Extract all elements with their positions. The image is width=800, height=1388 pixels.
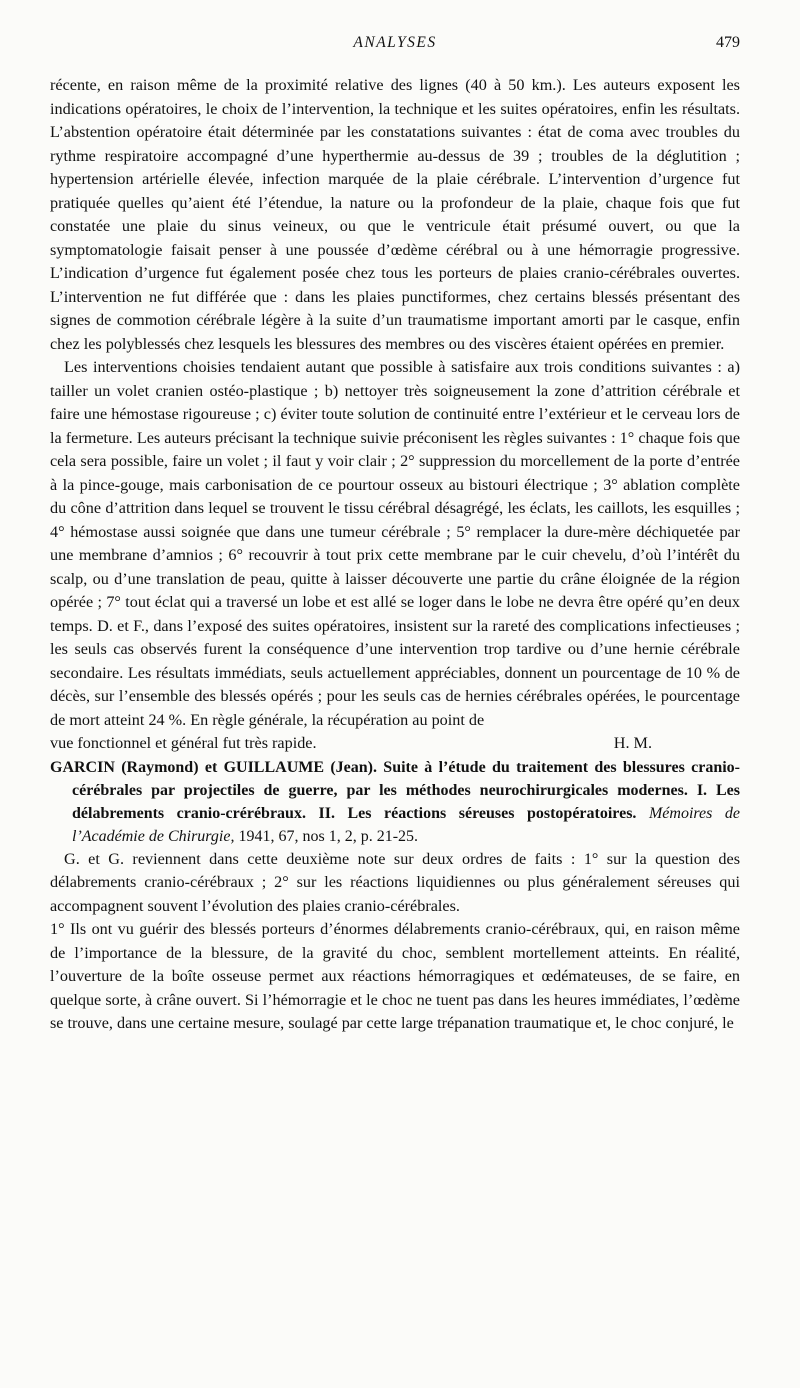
article2-authors: GARCIN (Raymond) et GUILLAUME (Jean). bbox=[50, 758, 377, 776]
article1-closing-line bbox=[50, 732, 740, 756]
reviewer-signature: H. M. bbox=[613, 734, 652, 752]
article2-title: Suite à l’étude du traitement des blessures cranio-cérébrales par projectiles de guerre, par les méthodes neurochirurgicales modernes. I. Les délabrements cranio-crérébraux. II. Les réactions séreuses postopératoires. bbox=[72, 758, 740, 822]
article1-paragraph-2-last-line: vue fonctionnel et général fut très rapide. bbox=[50, 734, 317, 752]
article2-reference bbox=[50, 756, 740, 848]
article2-journal: Mémoires de l’Académie de Chirurgie, bbox=[72, 804, 740, 845]
article2-paragraph-2: 1° Ils ont vu guérir des blessés porteurs d’énormes délabrements cranio-cérébraux, qui, en raison même de l’importance de la blessure, de la gravité du choc, semblent mortellement atteints. En réalité, l’ouverture de la boîte osseuse permet aux réactions hémorragiques et œdémateuses, de se faire, en quelque sorte, à crâne ouvert. Si l’hémorragie et le choc ne tuent pas dans les heures immédiates, l’œdème se trouve, dans une certaine mesure, soulagé par cette large trépanation traumatique et, le choc conjuré, le bbox=[50, 920, 740, 1032]
article2-paragraph-1: G. et G. reviennent dans cette deuxième note sur deux ordres de faits : 1° sur la question des délabrements cranio-cérébraux ; 2° sur les réactions liquidiennes ou plus généralement séreuses qui accompagnent souvent l’évolution des plaies cranio-cérébrales. bbox=[50, 849, 740, 915]
page-number: 479 bbox=[716, 34, 740, 51]
article1-paragraph-1: récente, en raison même de la proximité relative des lignes (40 à 50 km.). Les auteurs exposent les indications opératoires, le choix de l’intervention, la technique et les suites opératoires, enfin les résultats. L’abstention opératoire était déterminée par les constatations suivantes : état de coma avec troubles du rythme respiratoire accompagné d’une hyperthermie au-dessus de 39 ; troubles de la déglutition ; hypertension artérielle élevée, infection marquée de la plaie cérébrale. L’intervention d’urgence fut pratiquée quelles qu’aient été l’étendue, la nature ou la profondeur de la plaie, chaque fois que fut constatée une plaie du sinus veineux, ou que le ventricule était présumé ouvert, ou que la symptomatologie faisait penser à une poussée d’œdème cérébral ou à une hémorragie progressive. L’indication d’urgence fut également posée chez tous les porteurs de plaies cranio-cérébrales ouvertes. L’intervention ne fut différée que : dans les plaies punctiformes, chez certains blessés présentant des signes de commotion cérébrale légère à la suite d’un traumatisme important amorti par le casque, enfin chez les polyblessés chez lesquels les blessures des membres ou des viscères étaient opérées en premier. bbox=[50, 76, 740, 353]
article1-paragraph-2: Les interventions choisies tendaient autant que possible à satisfaire aux trois conditions suivantes : a) tailler un volet cranien ostéo-plastique ; b) nettoyer très soigneusement la zone d’attrition cérébrale et faire une hémostase rigoureuse ; c) éviter toute solution de continuité entre l’extérieur et le cerveau lors de la fermeture. Les auteurs précisant la technique suivie préconisent les règles suivantes : 1° chaque fois que cela sera possible, faire un volet ; il faut y voir clair ; 2° suppression du morcellement de la porte d’entrée à la pince-gouge, mais carbonisation de ce pourtour osseux au bistouri électrique ; 3° ablation complète du cône d’attrition dans lequel se trouvent le tissu cérébral désagrégé, les éclats, les caillots, les esquilles ; 4° hémostase aussi soignée que dans une tumeur cérébrale ; 5° remplacer la dure-mère déchiquetée par une membrane d’amnios ; 6° recouvrir à tout prix cette membrane par le cuir chevelu, d’où l’intérêt du scalp, ou d’une translation de peau, quitte à laisser découverte une partie du crâne éloignée de la région opérée ; 7° tout éclat qui a traversé un lobe et est allé se loger dans le lobe ne devra être opéré qu’en deux temps. D. et F., dans l’exposé des suites opératoires, insistent sur la rareté des complications infectieuses ; les seuls cas observés furent la conséquence d’une intervention trop tardive ou d’une hernie cérébrale secondaire. Les résultats immédiats, seuls actuellement appréciables, donnent un pourcentage de 10 % de décès, sur l’ensemble des blessés opérés ; pour les seuls cas de hernies cérébrales opérées, le pourcentage de mort atteint 24 %. En règle générale, la récupération au point de bbox=[50, 358, 740, 729]
article2-citation: 1941, 67, nos 1, 2, p. 21-25. bbox=[238, 827, 419, 845]
page-header bbox=[50, 34, 740, 58]
running-title: ANALYSES bbox=[353, 34, 437, 51]
page-body bbox=[50, 74, 740, 1036]
